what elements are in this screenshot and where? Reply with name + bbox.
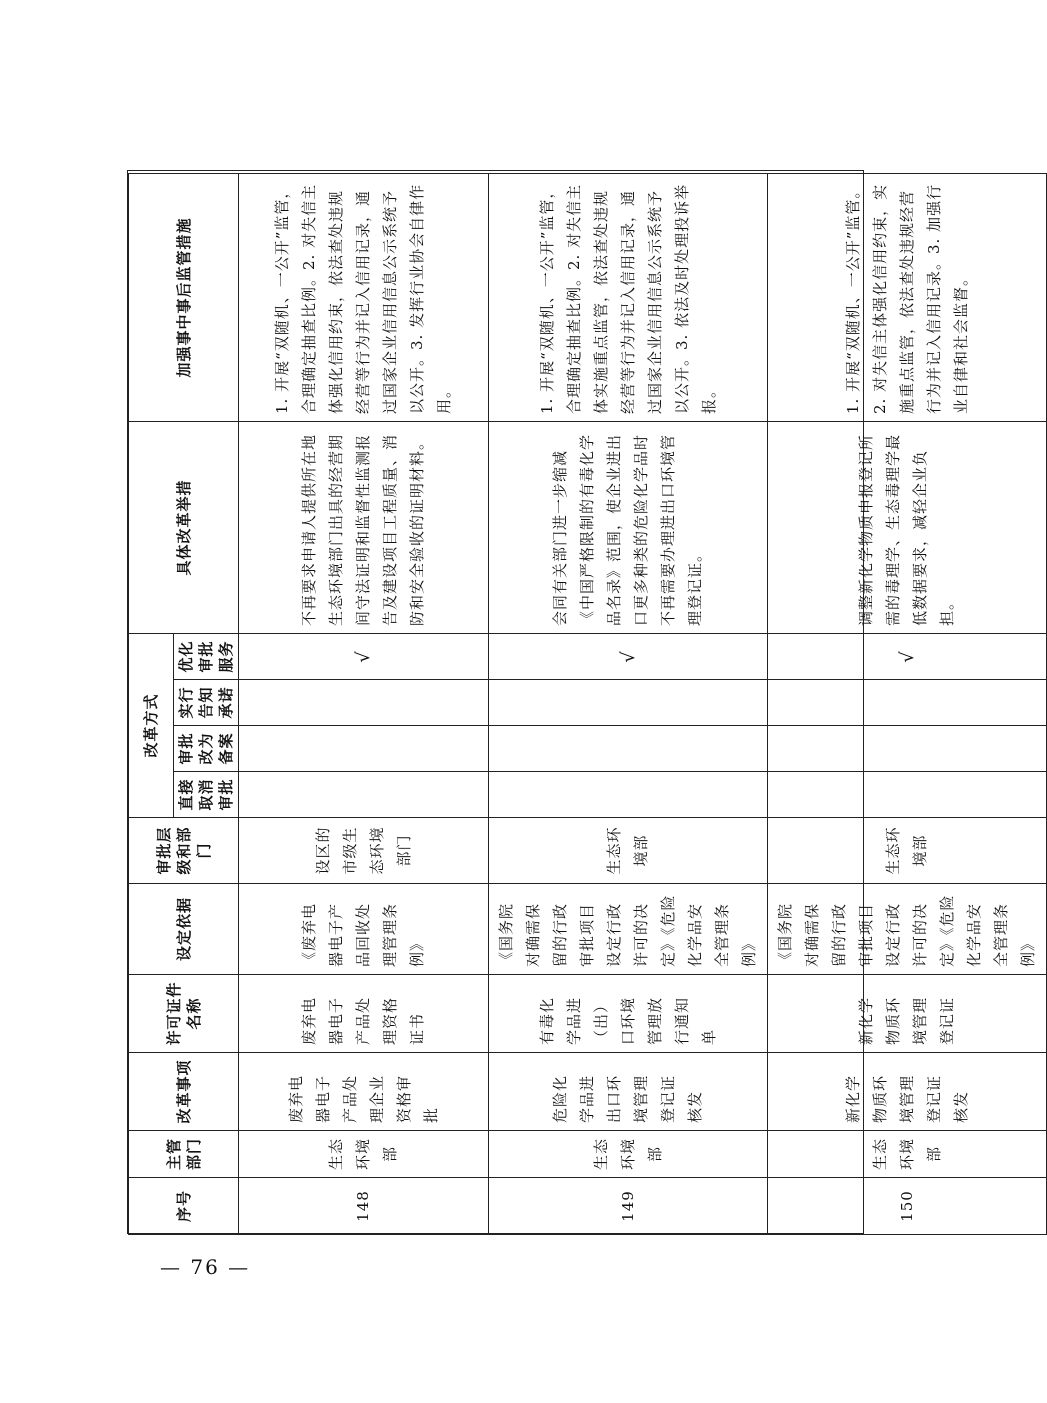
cell-mode-optimize: √ [768,633,1047,679]
cell-measures: 会同有关部门进一步缩减《中国严格限制的有毒化学品名录》范围，使企业进出口更多种类的危险化学品时不再需要办理进出口环境管理登记证。 [489,421,768,633]
page-number: — 76 — [160,1255,251,1279]
header-seq: 序号 [129,1178,239,1235]
cell-item: 危险化学品进出口环境管理登记证核发 [489,1053,768,1131]
cell-supervision: 1. 开展“双随机、一公开”监管，合理确定抽查比例。2. 对失信主体强化信用约束，依法查处违规经营等行为并记入信用记录，通过国家企业信用信息公示系统予以公开。3. 发挥行业协会自律作用。 [239,173,489,421]
header-supervision: 加强事中事后监管措施 [129,173,239,421]
cell-supervision: 1. 开展“双随机、一公开”监管，合理确定抽查比例。2. 对失信主体实施重点监管，依法查处违规经营等行为并记入信用记录，通过国家企业信用信息公示系统予以公开。3. 依法及时处理投诉举报。 [489,173,768,421]
cell-measures: 调整新化学物质申报登记所需的毒理学、生态毒理学最低数据要求，减轻企业负担。 [768,421,1047,633]
header-measures: 具体改革举措 [129,421,239,633]
cell-license: 废弃电器电子产品处理资格证书 [239,975,489,1053]
cell-license: 有毒化学品进（出）口环境管理放行通知单 [489,975,768,1053]
cell-supervision: 1. 开展“双随机、一公开”监管。2. 对失信主体强化信用约束，实施重点监管，依法查处违规经营行为并记入信用记录。3. 加强行业自律和社会监督。 [768,173,1047,421]
cell-level: 生态环境部 [489,818,768,884]
cell-basis: 《国务院对确需保留的行政审批项目设定行政许可的决定》《危险化学品安全管理条例》 [489,884,768,975]
cell-mode-notice [489,680,768,726]
cell-license: 新化学物质环境管理登记证 [768,975,1047,1053]
header-license: 许可证件名称 [129,975,239,1053]
reform-table-frame [127,170,1037,1234]
cell-item: 废弃电器电子产品处理企业资格审批 [239,1053,489,1131]
header-reform-mode: 改革方式 [129,633,174,817]
header-dept: 主管部门 [129,1131,239,1178]
cell-mode-optimize: √ [239,633,489,679]
cell-seq: 149 [489,1178,768,1235]
header-basis: 设定依据 [129,884,239,975]
table-row [239,173,489,1234]
header-level: 审批层级和部门 [129,818,239,884]
cell-level: 设区的市级生态环境部门 [239,818,489,884]
cell-mode-optimize: √ [489,633,768,679]
rotated-table-wrapper [128,171,1037,1235]
cell-mode-filing [768,726,1047,772]
cell-dept: 生态环境部 [489,1131,768,1178]
cell-mode-filing [239,726,489,772]
table-row [489,173,768,1234]
cell-dept: 生态环境部 [239,1131,489,1178]
cell-seq: 150 [768,1178,1047,1235]
reform-items-table [128,173,1047,1235]
cell-mode-filing [489,726,768,772]
cell-measures: 不再要求申请人提供所在地生态环境部门出具的经营期间守法证明和监督性监测报告及建设项目工程质量、消防和安全验收的证明材料。 [239,421,489,633]
cell-mode-notice [239,680,489,726]
cell-mode-cancel [239,772,489,818]
cell-dept: 生态环境部 [768,1131,1047,1178]
cell-mode-cancel [768,772,1047,818]
header-mode-optimize: 优化审批服务 [174,633,239,679]
header-row [129,173,174,1234]
table-row [768,173,1047,1234]
cell-level: 生态环境部 [768,818,1047,884]
cell-seq: 148 [239,1178,489,1235]
cell-mode-cancel [489,772,768,818]
cell-mode-notice [768,680,1047,726]
header-mode-filing: 审批改为备案 [174,726,239,772]
cell-item: 新化学物质环境管理登记证核发 [768,1053,1047,1131]
header-item: 改革事项 [129,1053,239,1131]
header-mode-cancel: 直接取消审批 [174,772,239,818]
cell-basis: 《国务院对确需保留的行政审批项目设定行政许可的决定》《危险化学品安全管理条例》 [768,884,1047,975]
header-mode-notice: 实行告知承诺 [174,680,239,726]
cell-basis: 《废弃电器电子产品回收处理管理条例》 [239,884,489,975]
